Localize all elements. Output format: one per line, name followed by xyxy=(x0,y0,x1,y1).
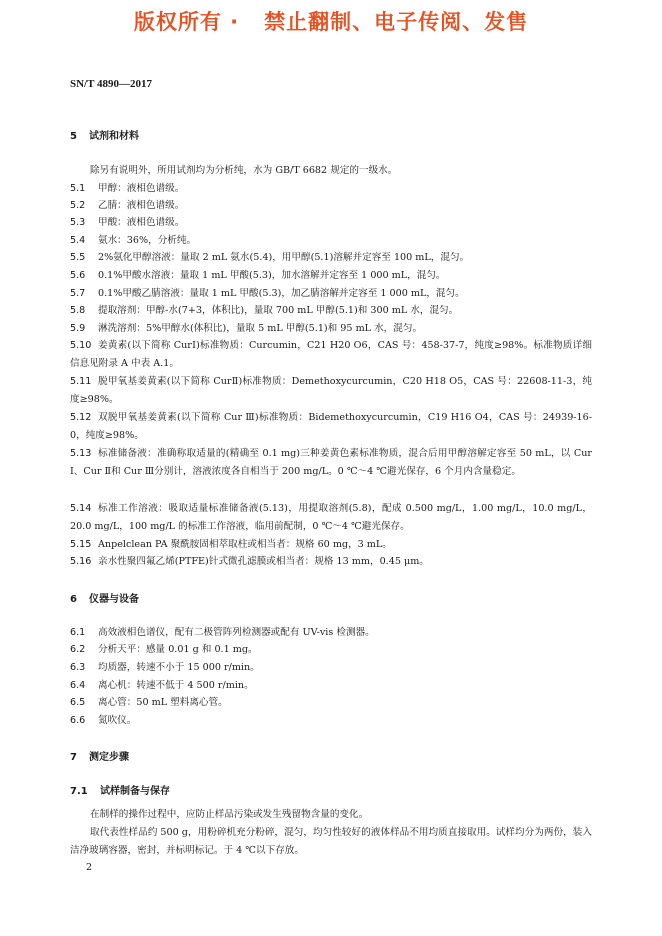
item-number: 6.1 xyxy=(70,627,86,638)
item-text: 2%氨化甲醇溶液：量取 2 mL 氨水(5.4)，用甲醇(5.1)溶解并定容至 100 mL，混匀。 xyxy=(98,252,470,263)
list-item xyxy=(70,641,592,659)
list-item xyxy=(70,624,592,642)
item-number: 5.3 xyxy=(70,217,86,228)
section-5-intro: 除另有说明外，所用试剂均为分析纯，水为 GB/T 6682 规定的一级水。 xyxy=(90,165,398,176)
section-title: 测定步骤 xyxy=(89,752,129,763)
list-item xyxy=(70,694,592,712)
page-number: 2 xyxy=(86,862,93,873)
list-item xyxy=(70,232,592,250)
section-number: 7 xyxy=(70,752,77,763)
list-item xyxy=(70,267,592,285)
item-number: 5.7 xyxy=(70,288,86,299)
list-item xyxy=(70,285,592,303)
section-5-heading xyxy=(70,127,139,142)
item-number: 5.14 xyxy=(70,503,92,514)
list-item xyxy=(70,712,592,730)
list-item xyxy=(70,373,592,409)
item-text: 氨水：36%，分析纯。 xyxy=(98,235,197,246)
item-number: 5.4 xyxy=(70,235,86,246)
section-7-heading xyxy=(70,748,129,763)
item-text: 脱甲氧基姜黄素(以下简称 CurⅡ)标准物质：Demethoxycurcumin，C20 H18 O5，CAS 号：22608-11-3，纯度≥98%。 xyxy=(70,376,592,405)
item-number: 6.2 xyxy=(70,644,86,655)
item-text: 甲醇：液相色谱级。 xyxy=(98,183,185,194)
section-6-heading xyxy=(70,590,139,605)
item-text: 高效液相色谱仪，配有二极管阵列检测器或配有 UV-vis 检测器。 xyxy=(98,627,375,638)
item-text: 乙腈：液相色谱级。 xyxy=(98,200,185,211)
item-number: 5.9 xyxy=(70,323,86,334)
item-number: 5.12 xyxy=(70,412,92,423)
item-number: 5.8 xyxy=(70,305,86,316)
list-item xyxy=(70,445,592,481)
list-item xyxy=(70,214,592,232)
item-text: 淋洗溶剂：5%甲醇水(体积比)，量取 5 mL 甲醇(5.1)和 95 mL 水，混匀。 xyxy=(98,323,423,334)
list-item xyxy=(70,553,592,571)
list-item xyxy=(70,659,592,677)
item-number: 5.5 xyxy=(70,252,86,263)
item-number: 5.11 xyxy=(70,376,92,387)
item-text: 亲水性聚四氟乙烯(PTFE)针式微孔滤膜或相当者：规格 13 mm，0.45 μm。 xyxy=(98,556,429,567)
item-text: 姜黄素(以下简称 CurⅠ)标准物质：Curcumin，C21 H20 O6，CAS 号：458-37-7，纯度≥98%。标准物质详细信息见附录 A 中表 A.1。 xyxy=(70,340,592,369)
item-text: 分析天平：感量 0.01 g 和 0.1 mg。 xyxy=(98,644,258,655)
list-item xyxy=(70,249,592,267)
subsection-7-1-heading xyxy=(70,782,170,797)
paragraph: 取代表性样品约 500 g，用粉碎机充分粉碎，混匀，均匀性较好的液体样品不用均质直接取用。试样均分为两份，装入洁净玻璃容器，密封，并标明标记。于 4 ℃以下存放。 xyxy=(70,827,592,856)
list-item xyxy=(70,677,592,695)
copyright-banner: 版权所有 · 禁止翻制、电子传阅、发售 xyxy=(133,10,529,34)
list-item xyxy=(70,197,592,215)
item-number: 5.6 xyxy=(70,270,86,281)
item-text: 甲酸：液相色谱级。 xyxy=(98,217,185,228)
section-title: 试剂和材料 xyxy=(89,131,139,142)
list-item xyxy=(70,337,592,373)
item-number: 5.10 xyxy=(70,340,92,351)
item-number: 5.2 xyxy=(70,200,86,211)
item-number: 6.3 xyxy=(70,662,86,673)
item-text: Anpelclean PA 聚酰胺固相萃取柱或相当者：规格 60 mg，3 mL。 xyxy=(98,539,392,550)
item-text: 标准工作溶液：吸取适量标准储备液(5.13)，用提取溶剂(5.8)，配成 0.500 mg/L，1.00 mg/L，10.0 mg/L，20.0 mg/L，100 mg/L 的标准工作溶液，临用前配制，0 ℃～4 ℃避光保存。 xyxy=(70,503,592,532)
subsection-title: 试样制备与保存 xyxy=(100,786,170,797)
item-text: 双脱甲氧基姜黄素(以下简称 Cur Ⅲ)标准物质：Bidemethoxycurcumin，C19 H16 O4，CAS 号：24939-16-0，纯度≥98%。 xyxy=(70,412,592,441)
item-number: 6.5 xyxy=(70,697,86,708)
item-text: 离心管：50 mL 塑料离心管。 xyxy=(98,697,228,708)
list-item xyxy=(70,536,592,554)
list-item xyxy=(70,409,592,445)
list-item xyxy=(70,302,592,320)
section-title: 仪器与设备 xyxy=(89,594,139,605)
section-number: 5 xyxy=(70,131,77,142)
item-text: 提取溶剂：甲醇-水(7+3，体积比)，量取 700 mL 甲醇(5.1)和 300 mL 水，混匀。 xyxy=(98,305,459,316)
section-number: 6 xyxy=(70,594,77,605)
item-text: 0.1%甲酸乙腈溶液：量取 1 mL 甲酸(5.3)，加乙腈溶解并定容至 1 000 mL，混匀。 xyxy=(98,288,465,299)
item-text: 离心机：转速不低于 4 500 r/min。 xyxy=(98,680,254,691)
item-number: 6.4 xyxy=(70,680,86,691)
item-text: 标准储备液：准确称取适量的(精确至 0.1 mg)三种姜黄色素标准物质，混合后用甲醇溶解定容至 50 mL，以 Cur Ⅰ、Cur Ⅱ和 Cur Ⅲ分别计，溶液浓度各自相当于 200 mg/L。0 ℃～4 ℃避光保存，6 个月内含量稳定。 xyxy=(70,448,592,477)
item-text: 氮吹仪。 xyxy=(98,715,137,726)
item-number: 6.6 xyxy=(70,715,86,726)
item-number: 5.16 xyxy=(70,556,92,567)
item-text: 均质器，转速不小于 15 000 r/min。 xyxy=(98,662,260,673)
item-number: 5.15 xyxy=(70,539,92,550)
subsection-number: 7.1 xyxy=(70,786,88,797)
list-item xyxy=(70,320,592,338)
item-number: 5.1 xyxy=(70,183,86,194)
paragraph: 在制样的操作过程中，应防止样品污染或发生残留物含量的变化。 xyxy=(90,809,369,820)
list-item xyxy=(70,500,592,536)
document-number: SN/T 4890—2017 xyxy=(70,78,153,90)
item-text: 0.1%甲酸水溶液：量取 1 mL 甲酸(5.3)，加水溶解并定容至 1 000 mL，混匀。 xyxy=(98,270,446,281)
item-number: 5.13 xyxy=(70,448,92,459)
list-item xyxy=(70,180,592,198)
